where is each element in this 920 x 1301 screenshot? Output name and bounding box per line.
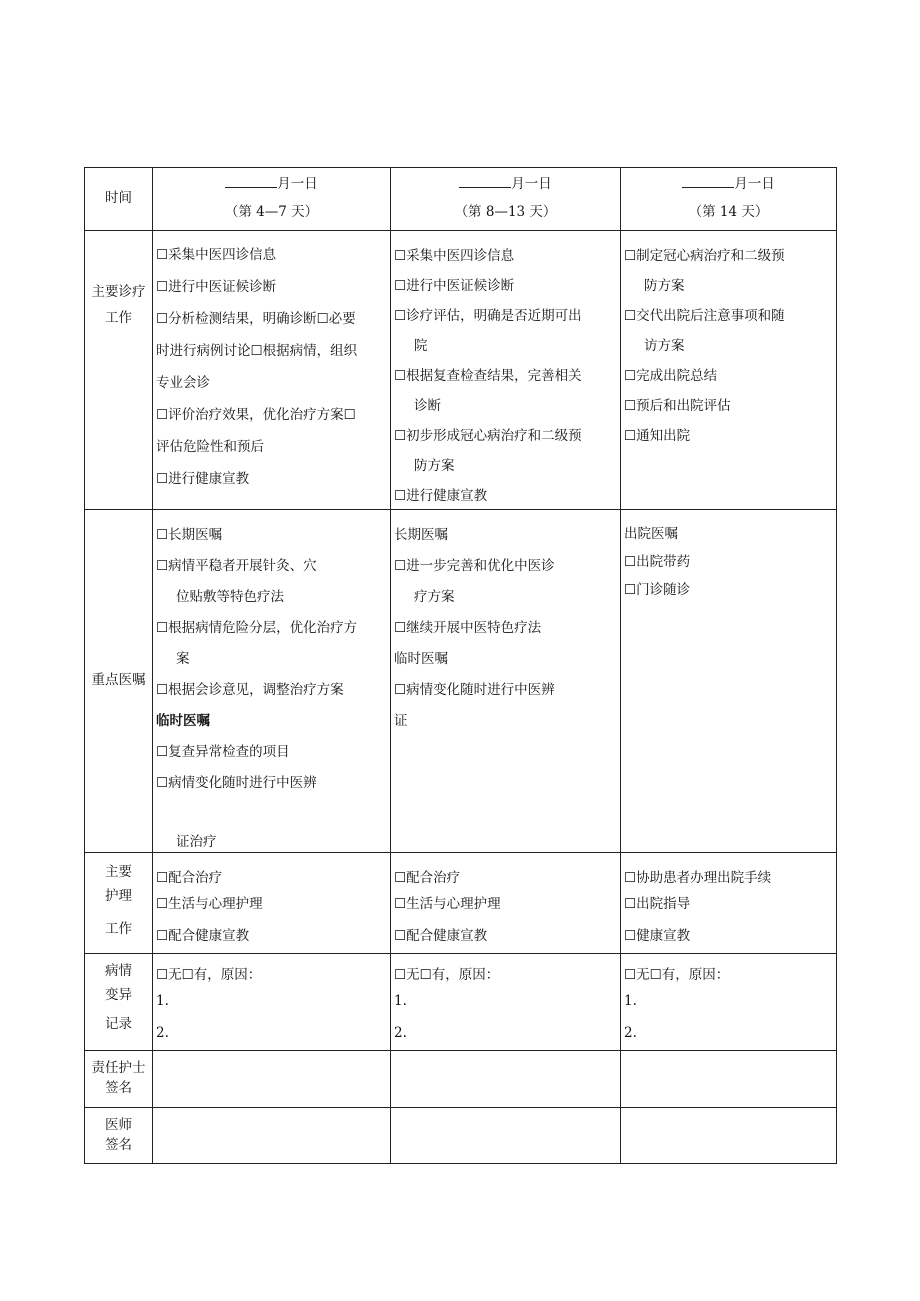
temp-orders-heading: 临时医嘱 xyxy=(156,713,210,729)
nurse-sign-field[interactable] xyxy=(621,1051,837,1108)
list-item[interactable]: ☐交代出院后注意事项和随 xyxy=(624,308,785,324)
reason-line[interactable]: 2. xyxy=(156,1025,169,1041)
nursing-col-2 xyxy=(391,853,621,954)
header-col-1: 月一日 （第 4—7 天） xyxy=(153,168,391,231)
variation-label: 病情 变异 记录 xyxy=(85,954,153,1051)
doctor-sign-field[interactable] xyxy=(153,1108,391,1164)
list-item[interactable]: ☐配合治疗 xyxy=(156,870,223,886)
list-item[interactable]: ☐配合治疗 xyxy=(394,870,461,886)
list-item[interactable]: ☐门诊随诊 xyxy=(624,582,691,598)
orders-col-2 xyxy=(391,510,621,853)
list-item: 证治疗 xyxy=(176,834,217,850)
time-label: 时间 xyxy=(85,168,153,231)
date-blank[interactable] xyxy=(225,176,277,188)
nurse-sign-field[interactable] xyxy=(391,1051,621,1108)
orders-col-1 xyxy=(153,510,391,853)
nurse-sign-label: 责任护士 签名 xyxy=(85,1051,153,1108)
list-item: 时进行病例讨论☐根据病情，组织 xyxy=(156,343,358,359)
variance-choice[interactable]: ☐无☐有，原因： xyxy=(394,967,500,983)
list-item[interactable]: ☐病情变化随时进行中医辨 xyxy=(394,682,555,698)
list-item[interactable]: ☐协助患者办理出院手续 xyxy=(624,870,772,886)
list-item[interactable]: ☐继续开展中医特色疗法 xyxy=(394,620,542,636)
list-item: 出院医嘱 xyxy=(624,526,678,542)
reason-line[interactable]: 1. xyxy=(394,993,407,1009)
list-item[interactable]: ☐分析检测结果，明确诊断☐必要 xyxy=(156,311,356,327)
variation-col-3 xyxy=(621,954,837,1051)
nursing-label: 主要 护理 工作 xyxy=(85,853,153,954)
reason-line[interactable]: 2. xyxy=(624,1025,637,1041)
doctor-sign-row xyxy=(85,1108,837,1164)
header-row xyxy=(85,168,837,231)
diagnosis-col-2 xyxy=(391,231,621,510)
list-item[interactable]: ☐进行中医证候诊断 xyxy=(156,279,277,295)
list-item[interactable]: ☐长期医嘱 xyxy=(156,527,223,543)
variation-col-1 xyxy=(153,954,391,1051)
list-item[interactable]: ☐完成出院总结 xyxy=(624,368,718,384)
list-item: 评估危险性和预后 xyxy=(156,439,264,455)
list-item: 访方案 xyxy=(644,338,685,354)
diagnosis-row xyxy=(85,231,837,510)
variance-choice[interactable]: ☐无☐有，原因： xyxy=(624,967,730,983)
list-item: 证 xyxy=(394,713,408,729)
diagnosis-label: 主要诊疗 工作 xyxy=(85,231,153,510)
diagnosis-col-1 xyxy=(153,231,391,510)
list-item: 诊断 xyxy=(414,398,441,414)
list-item: 位贴敷等特色疗法 xyxy=(176,589,284,605)
pathway-table xyxy=(84,167,837,1164)
doctor-sign-field[interactable] xyxy=(391,1108,621,1164)
nursing-col-3 xyxy=(621,853,837,954)
list-item: 案 xyxy=(176,651,190,667)
list-item[interactable]: ☐病情平稳者开展针灸、穴 xyxy=(156,558,317,574)
list-item[interactable]: ☐根据复查检查结果，完善相关 xyxy=(394,368,582,384)
orders-label: 重点医嘱 xyxy=(85,510,153,853)
list-item[interactable]: ☐预后和出院评估 xyxy=(624,398,731,414)
list-item[interactable]: ☐根据会诊意见，调整治疗方案 xyxy=(156,682,344,698)
variation-row xyxy=(85,954,837,1051)
list-item[interactable]: ☐配合健康宣教 xyxy=(394,928,488,944)
list-item[interactable]: ☐生活与心理护理 xyxy=(394,896,501,912)
list-item[interactable]: ☐复查异常检查的项目 xyxy=(156,744,290,760)
list-item: 长期医嘱 xyxy=(394,527,448,543)
nurse-sign-row xyxy=(85,1051,837,1108)
date-blank[interactable] xyxy=(682,176,734,188)
list-item[interactable]: ☐采集中医四诊信息 xyxy=(156,247,277,263)
header-col-2: 月一日 （第 8—13 天） xyxy=(391,168,621,231)
list-item[interactable]: ☐健康宣教 xyxy=(624,928,691,944)
nursing-row xyxy=(85,853,837,954)
list-item[interactable]: ☐出院带药 xyxy=(624,554,691,570)
list-item: 疗方案 xyxy=(414,589,455,605)
date-blank[interactable] xyxy=(459,176,511,188)
list-item: 专业会诊 xyxy=(156,375,210,391)
list-item[interactable]: ☐采集中医四诊信息 xyxy=(394,248,515,264)
list-item[interactable]: ☐出院指导 xyxy=(624,896,691,912)
list-item: 临时医嘱 xyxy=(394,651,448,667)
list-item[interactable]: ☐进行中医证候诊断 xyxy=(394,278,515,294)
reason-line[interactable]: 2. xyxy=(394,1025,407,1041)
doctor-sign-field[interactable] xyxy=(621,1108,837,1164)
clinical-pathway-sheet xyxy=(84,167,836,1164)
reason-line[interactable]: 1. xyxy=(156,993,169,1009)
variation-col-2 xyxy=(391,954,621,1051)
list-item[interactable]: ☐根据病情危险分层，优化治疗方 xyxy=(156,620,358,636)
list-item: 防方案 xyxy=(414,458,455,474)
nurse-sign-field[interactable] xyxy=(153,1051,391,1108)
list-item[interactable]: ☐通知出院 xyxy=(624,428,691,444)
list-item[interactable]: ☐进一步完善和优化中医诊 xyxy=(394,558,555,574)
orders-row xyxy=(85,510,837,853)
nursing-col-1 xyxy=(153,853,391,954)
list-item[interactable]: ☐评价治疗效果，优化治疗方案☐ xyxy=(156,407,356,423)
list-item[interactable]: ☐生活与心理护理 xyxy=(156,896,263,912)
reason-line[interactable]: 1. xyxy=(624,993,637,1009)
orders-col-3 xyxy=(621,510,837,853)
list-item[interactable]: ☐诊疗评估，明确是否近期可出 xyxy=(394,308,582,324)
list-item[interactable]: ☐病情变化随时进行中医辨 xyxy=(156,775,317,791)
diagnosis-col-3 xyxy=(621,231,837,510)
header-col-3: 月一日 （第 14 天） xyxy=(621,168,837,231)
list-item: 院 xyxy=(414,338,428,354)
doctor-sign-label: 医师 签名 xyxy=(85,1108,153,1164)
variance-choice[interactable]: ☐无☐有，原因： xyxy=(156,967,262,983)
list-item[interactable]: ☐初步形成冠心病治疗和二级预 xyxy=(394,428,582,444)
list-item[interactable]: ☐制定冠心病治疗和二级预 xyxy=(624,248,785,264)
list-item[interactable]: ☐进行健康宣教 xyxy=(394,488,488,504)
list-item: 防方案 xyxy=(644,278,685,294)
list-item[interactable]: ☐进行健康宣教 xyxy=(156,471,250,487)
list-item[interactable]: ☐配合健康宣教 xyxy=(156,928,250,944)
